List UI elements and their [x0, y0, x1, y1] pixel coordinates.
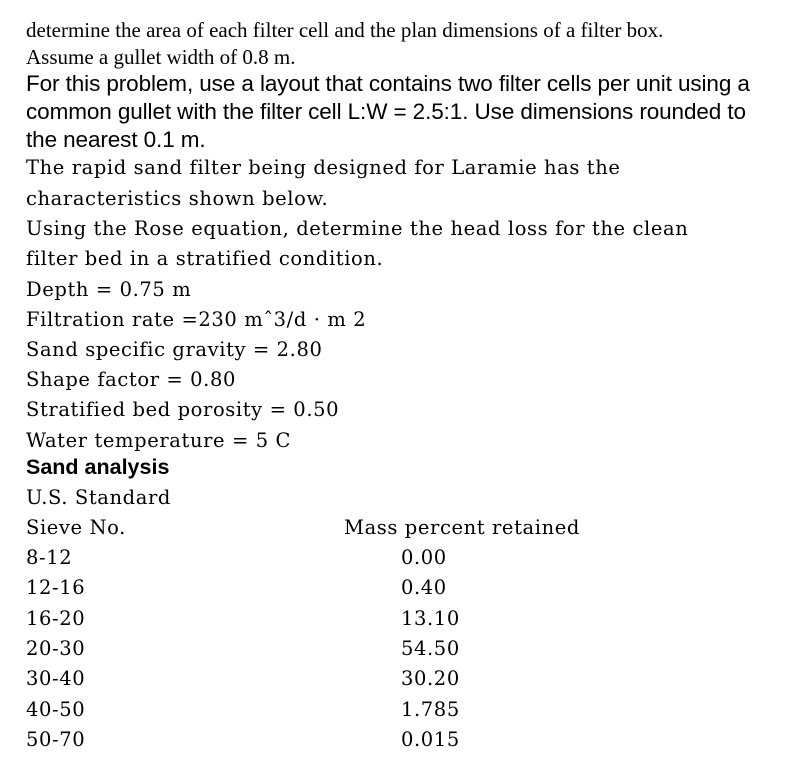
sieve-cell: 8-12: [26, 546, 73, 569]
characteristic-specific-gravity: Sand specific gravity = 2.80: [26, 338, 323, 361]
us-standard-label: U.S. Standard: [26, 486, 171, 509]
column-header-mass: Mass percent retained: [344, 516, 580, 539]
sand-analysis-heading: Sand analysis: [26, 455, 170, 479]
sieve-cell: 16-20: [26, 607, 86, 630]
problem-line: filter bed in a stratified condition.: [26, 247, 384, 270]
sieve-cell: 20-30: [26, 637, 86, 660]
characteristic-shape-factor: Shape factor = 0.80: [26, 368, 236, 391]
layout-paragraph-line: For this problem, use a layout that contains two filter cells per unit using a: [26, 71, 750, 96]
mass-cell: 0.00: [401, 546, 447, 569]
mass-cell: 30.20: [401, 667, 460, 690]
layout-paragraph-line: the nearest 0.1 m.: [26, 127, 206, 152]
sieve-cell: 12-16: [26, 576, 86, 599]
mass-cell: 13.10: [401, 607, 460, 630]
sieve-cell: 30-40: [26, 667, 86, 690]
column-header-sieve: Sieve No.: [26, 516, 126, 539]
characteristic-filtration-rate: Filtration rate =230 mˆ3/d · m 2: [26, 308, 367, 331]
mass-cell: 0.015: [401, 728, 460, 751]
sieve-cell: 40-50: [26, 698, 86, 721]
problem-line: characteristics shown below.: [26, 187, 329, 210]
mass-cell: 0.40: [401, 576, 447, 599]
intro-line: Assume a gullet width of 0.8 m.: [26, 45, 296, 69]
mass-cell: 54.50: [401, 637, 460, 660]
mass-cell: 1.785: [401, 698, 460, 721]
characteristic-water-temperature: Water temperature = 5 C: [26, 429, 292, 452]
problem-line: The rapid sand filter being designed for Laramie has the: [26, 156, 621, 179]
problem-line: Using the Rose equation, determine the head loss for the clean: [26, 217, 689, 240]
layout-paragraph-line: common gullet with the filter cell L:W = 2.5:1. Use dimensions rounded to: [26, 99, 746, 124]
characteristic-porosity: Stratified bed porosity = 0.50: [26, 398, 340, 421]
characteristic-depth: Depth = 0.75 m: [26, 278, 192, 301]
sieve-cell: 50-70: [26, 728, 86, 751]
intro-line: determine the area of each filter cell and the plan dimensions of a filter box.: [26, 18, 664, 42]
